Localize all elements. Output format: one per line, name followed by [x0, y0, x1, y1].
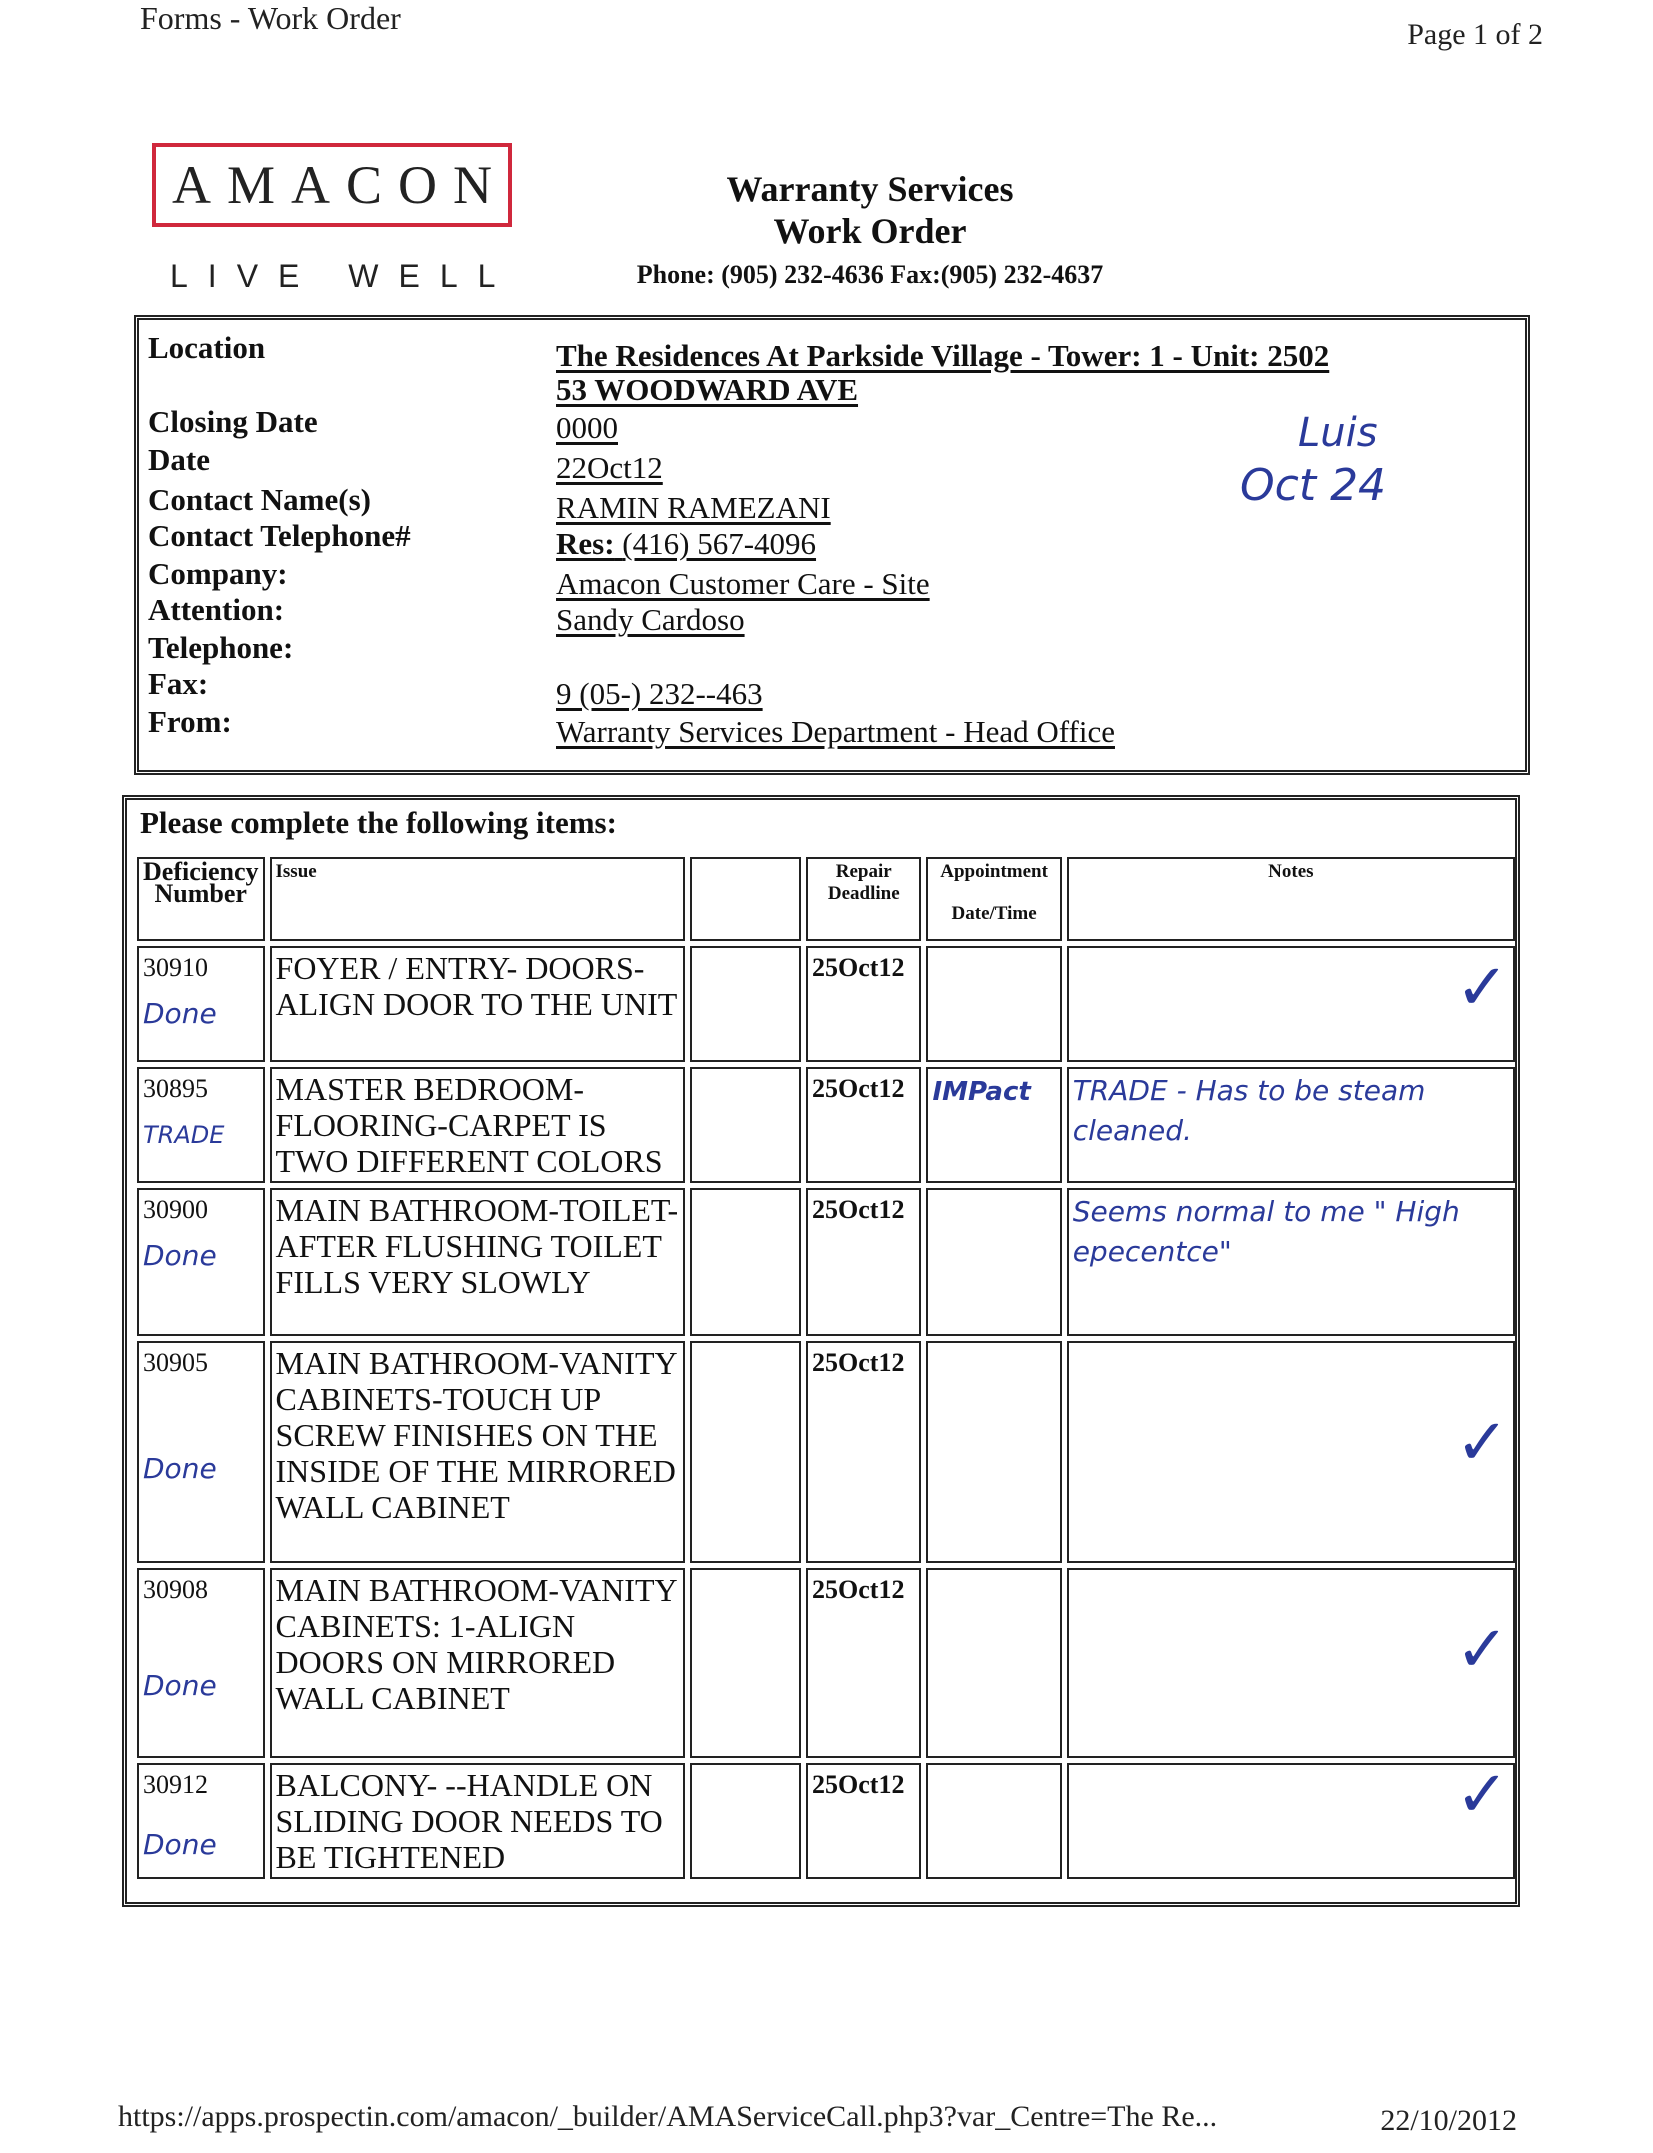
contact-name-value: RAMIN RAMEZANI — [556, 490, 831, 525]
title-warranty-services: Warranty Services — [726, 169, 1014, 209]
issue-text: MAIN BATHROOM-TOILET-AFTER FLUSHING TOILET FILLS VERY SLOWLY — [270, 1188, 685, 1336]
closing-date-value: 0000 — [556, 410, 618, 445]
blank-cell — [690, 1188, 801, 1336]
page-number: Page 1 of 2 — [1407, 18, 1543, 51]
phone-fax-line: Phone: (905) 232-4636 Fax:(905) 232-4637 — [636, 260, 1104, 289]
attention-label: Attention: — [148, 592, 285, 627]
from-label: From: — [148, 704, 232, 739]
title-block — [600, 168, 1140, 290]
telephone-prefix: Res: — [556, 526, 615, 561]
fax-value: 9 (05-) 232--463 — [556, 676, 763, 711]
header-appointment-datetime: Date/Time — [951, 903, 1037, 924]
deficiency-number: 30908 — [143, 1575, 208, 1604]
contact-telephone-label: Contact Telephone# — [148, 518, 411, 553]
notes-handwritten: Seems normal to me " High epecentce" — [1072, 1195, 1460, 1268]
checkmark-icon: ✓ — [1455, 1407, 1509, 1478]
issue-text: FOYER / ENTRY- DOORS-ALIGN DOOR TO THE UNIT — [270, 946, 685, 1062]
deficiency-number: 30905 — [143, 1348, 208, 1377]
header-issue: Issue — [270, 857, 685, 941]
contact-name-label: Contact Name(s) — [148, 482, 371, 517]
notes-cell — [1067, 1188, 1515, 1336]
deficiency-cell — [137, 946, 265, 1062]
repair-deadline: 25Oct12 — [806, 1067, 921, 1183]
header-appointment — [926, 857, 1061, 941]
repair-deadline: 25Oct12 — [806, 1341, 921, 1563]
closing-date-label: Closing Date — [148, 404, 318, 439]
table-row — [137, 1341, 1515, 1563]
items-section-title: Please complete the following items: — [140, 805, 617, 840]
location-label: Location — [148, 330, 266, 365]
deficiency-number: 30912 — [143, 1770, 208, 1799]
header-repair-deadline: Repair Deadline — [806, 857, 921, 941]
deficiency-number: 30910 — [143, 953, 208, 982]
attention-value: Sandy Cardoso — [556, 602, 745, 637]
issue-text: MAIN BATHROOM-VANITY CABINETS-TOUCH UP SCREW FINISHES ON THE INSIDE OF THE MIRRORED WALL CABINET — [270, 1341, 685, 1563]
table-row — [137, 1568, 1515, 1758]
notes-cell — [1067, 1759, 1515, 1879]
amacon-logo — [152, 143, 512, 227]
blank-cell — [690, 1763, 801, 1879]
notes-cell — [1067, 1568, 1515, 1758]
table-row — [137, 1067, 1515, 1183]
repair-deadline: 25Oct12 — [806, 1188, 921, 1336]
fax-label: Fax: — [148, 666, 209, 701]
header-blank — [690, 857, 801, 941]
appointment-cell — [926, 1341, 1061, 1563]
handwritten-date: Oct 24 — [1240, 460, 1387, 511]
contact-telephone-value — [556, 526, 816, 562]
header-notes: Notes — [1067, 857, 1515, 941]
repair-deadline: 25Oct12 — [806, 1763, 921, 1879]
appointment-handwritten: IMPact — [932, 1077, 1031, 1107]
logo-text: AMACON — [171, 155, 509, 215]
telephone-number: (416) 567-4096 — [622, 526, 817, 561]
date-label: Date — [148, 442, 210, 477]
repair-deadline: 25Oct12 — [806, 946, 921, 1062]
appointment-cell — [926, 1763, 1061, 1879]
title-work-order: Work Order — [773, 211, 967, 251]
issue-text: BALCONY- --HANDLE ON SLIDING DOOR NEEDS TO BE TIGHTENED — [270, 1763, 685, 1879]
notes-handwritten: TRADE - Has to be steam cleaned. — [1072, 1074, 1426, 1147]
items-header-row — [137, 857, 1515, 941]
appointment-cell — [926, 946, 1061, 1062]
company-label: Company: — [148, 556, 288, 591]
checkmark-icon: ✓ — [1455, 952, 1509, 1023]
blank-cell — [690, 1067, 801, 1183]
status-handwritten: TRADE — [143, 1121, 225, 1149]
header-appointment-label: Appointment — [940, 861, 1048, 882]
repair-deadline: 25Oct12 — [806, 1568, 921, 1758]
logo-tagline: LIVE WELL — [170, 258, 516, 294]
table-row — [137, 1188, 1515, 1336]
appointment-cell — [926, 1188, 1061, 1336]
deficiency-cell — [137, 1568, 265, 1758]
deficiency-cell — [137, 1067, 265, 1183]
status-handwritten: Done — [143, 1452, 217, 1485]
page-header-form-title: Forms - Work Order — [140, 0, 401, 36]
date-value: 22Oct12 — [556, 450, 663, 485]
from-value: Warranty Services Department - Head Office — [556, 714, 1115, 749]
handwritten-name: Luis — [1298, 410, 1378, 456]
appointment-cell — [926, 1067, 1061, 1183]
issue-text: MASTER BEDROOM-FLOORING-CARPET IS TWO DIFFERENT COLORS — [270, 1067, 685, 1183]
deficiency-cell — [137, 1341, 265, 1563]
table-row — [137, 946, 1515, 1062]
header-deficiency-number: Deficiency Number — [137, 857, 265, 941]
deficiency-cell — [137, 1763, 265, 1879]
telephone-label: Telephone: — [148, 630, 294, 665]
blank-cell — [690, 946, 801, 1062]
deficiency-cell — [137, 1188, 265, 1336]
notes-cell — [1067, 1067, 1515, 1183]
status-handwritten: Done — [143, 1239, 217, 1272]
company-value: Amacon Customer Care - Site — [556, 566, 930, 601]
checkmark-icon: ✓ — [1455, 1759, 1509, 1830]
issue-text: MAIN BATHROOM-VANITY CABINETS: 1-ALIGN DOORS ON MIRRORED WALL CABINET — [270, 1568, 685, 1758]
notes-cell — [1067, 946, 1515, 1062]
table-row — [137, 1763, 1515, 1879]
checkmark-icon: ✓ — [1455, 1614, 1509, 1685]
status-handwritten: Done — [143, 1669, 217, 1702]
appointment-cell — [926, 1568, 1061, 1758]
status-handwritten: Done — [143, 1828, 217, 1861]
blank-cell — [690, 1568, 801, 1758]
status-handwritten: Done — [143, 997, 217, 1030]
blank-cell — [690, 1341, 801, 1563]
location-value: The Residences At Parkside Village - Tower: 1 - Unit: 2502 — [556, 338, 1330, 373]
footer-date: 22/10/2012 — [1380, 2104, 1517, 2137]
footer-url: https://apps.prospectin.com/amacon/_builder/AMAServiceCall.php3?var_Centre=The Re... — [118, 2100, 1218, 2133]
address-value: 53 WOODWARD AVE — [556, 372, 859, 407]
deficiency-number: 30900 — [143, 1195, 208, 1224]
items-table — [132, 852, 1520, 1884]
deficiency-number: 30895 — [143, 1074, 208, 1103]
notes-cell — [1067, 1341, 1515, 1563]
